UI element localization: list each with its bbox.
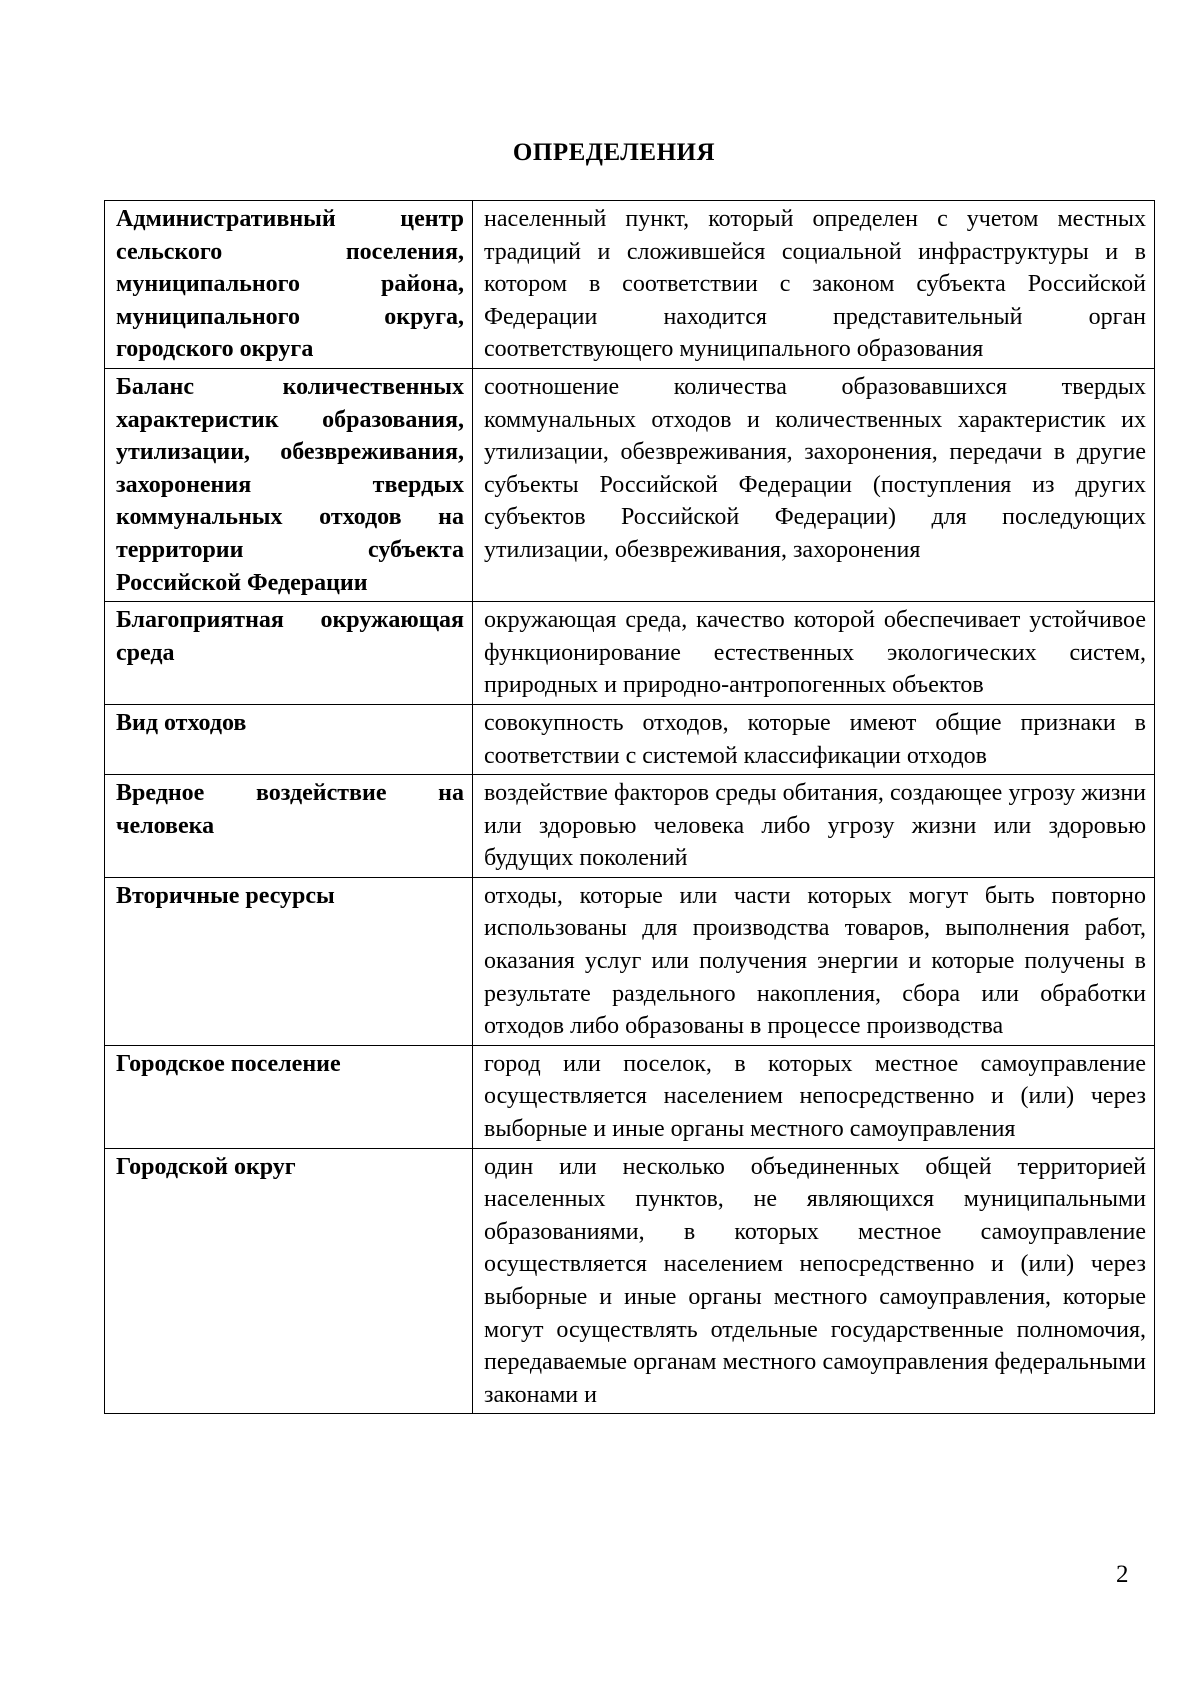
table-row — [105, 1045, 1155, 1148]
term-cell: Городское поселение — [105, 1045, 473, 1148]
table-row — [105, 1148, 1155, 1414]
table-row — [105, 877, 1155, 1045]
term-cell: Вредное воздействие на человека — [105, 775, 473, 878]
term-cell: Баланс количественных характеристик образования, утилизации, обезвреживания, захоронения твердых коммунальных отходов на территории субъекта Российской Федерации — [105, 368, 473, 601]
definition-cell: окружающая среда, качество которой обеспечивает устойчивое функционирование естественных экологических систем, природных и природно-антропогенных объектов — [473, 602, 1155, 705]
page-number: 2 — [1116, 1561, 1129, 1588]
definition-cell: населенный пункт, который определен с учетом местных традиций и сложившейся социальной инфраструктуры и в котором в соответствии с законом субъекта Российской Федерации находится представительный орган соответствующего муниципального образования — [473, 201, 1155, 369]
term-cell: Городской округ — [105, 1148, 473, 1414]
term-cell: Вид отходов — [105, 704, 473, 774]
definition-cell: отходы, которые или части которых могут быть повторно использованы для производства товаров, выполнения работ, оказания услуг или получения энергии и которые получены в результате раздельного накопления, сбора или обработки отходов либо образованы в процессе производства — [473, 877, 1155, 1045]
definition-cell: соотношение количества образовавшихся твердых коммунальных отходов и количественных характеристик их утилизации, обезвреживания, захоронения, передачи в другие субъекты Российской Федерации (поступления из других субъектов Российской Федерации) для последующих утилизации, обезвреживания, захоронения — [473, 368, 1155, 601]
table-row — [105, 775, 1155, 878]
definition-cell: совокупность отходов, которые имеют общие признаки в соответствии с системой классификации отходов — [473, 704, 1155, 774]
definitions-table — [104, 200, 1155, 1414]
definition-cell: город или поселок, в которых местное самоуправление осуществляется населением непосредственно и (или) через выборные и иные органы местного самоуправления — [473, 1045, 1155, 1148]
term-cell: Вторичные ресурсы — [105, 877, 473, 1045]
term-cell: Административный центр сельского поселения, муниципального района, муниципального округа, городского округа — [105, 201, 473, 369]
term-cell: Благоприятная окружающая среда — [105, 602, 473, 705]
table-row — [105, 201, 1155, 369]
definition-cell: воздействие факторов среды обитания, создающее угрозу жизни или здоровью человека либо угрозу жизни или здоровью будущих поколений — [473, 775, 1155, 878]
page-title: ОПРЕДЕЛЕНИЯ — [512, 139, 716, 166]
table-row — [105, 602, 1155, 705]
table-row — [105, 704, 1155, 774]
table-row — [105, 368, 1155, 601]
definition-cell: один или несколько объединенных общей территорией населенных пунктов, не являющихся муниципальными образованиями, в которых местное самоуправление осуществляется населением непосредственно и (или) через выборные и иные органы местного самоуправления, которые могут осуществлять отдельные государственные полномочия, передаваемые органам местного самоуправления федеральными законами и — [473, 1148, 1155, 1414]
